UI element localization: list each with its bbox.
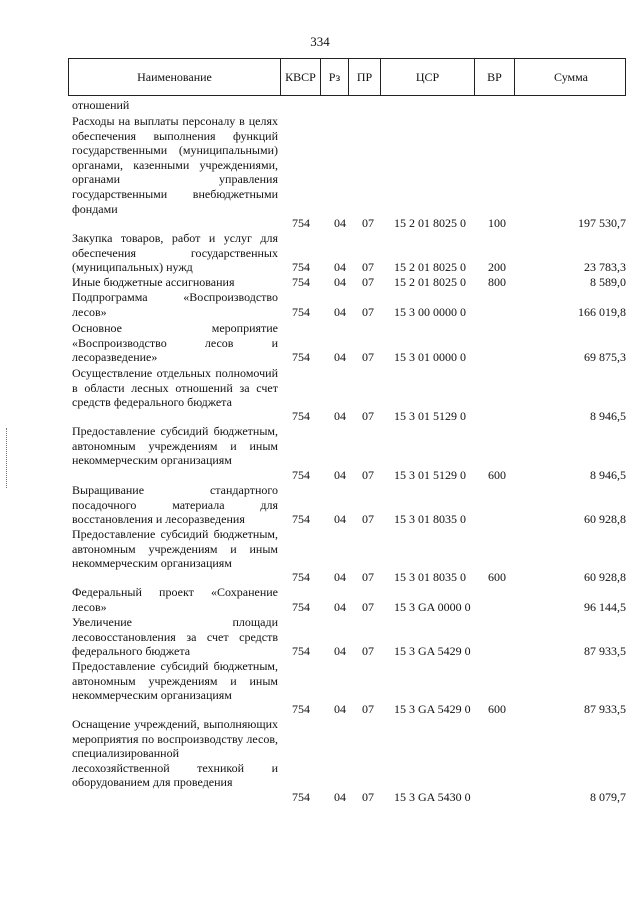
row-csr: 15 3 GA 5430 0 — [394, 790, 471, 805]
row-pr: 07 — [362, 350, 374, 365]
table-row — [68, 483, 626, 527]
table-row — [68, 231, 626, 275]
row-csr: 15 3 GA 5429 0 — [394, 702, 471, 717]
row-rz: 04 — [334, 216, 346, 231]
row-rz: 04 — [334, 305, 346, 320]
row-kvsr: 754 — [292, 350, 310, 365]
row-pr: 07 — [362, 260, 374, 275]
row-kvsr: 754 — [292, 790, 310, 805]
row-rz: 04 — [334, 350, 346, 365]
row-kvsr: 754 — [292, 644, 310, 659]
row-name: Увеличение площади лесовосстановления за счет средств федерального бюджета — [72, 615, 278, 659]
row-rz: 04 — [334, 260, 346, 275]
row-pr: 07 — [362, 512, 374, 527]
row-kvsr: 754 — [292, 275, 310, 290]
table-row — [68, 717, 626, 805]
table-header — [68, 58, 626, 96]
row-rz: 04 — [334, 409, 346, 424]
row-csr: 15 2 01 8025 0 — [394, 260, 466, 275]
row-csr: 15 3 GA 0000 0 — [394, 600, 471, 615]
row-name: Предоставление субсидий бюджетным, автономным учреждениям и иным некоммерческим организациям — [72, 659, 278, 703]
row-vr: 600 — [488, 570, 506, 585]
row-csr: 15 2 01 8025 0 — [394, 275, 466, 290]
table-row — [68, 114, 626, 231]
row-csr: 15 3 01 8035 0 — [394, 570, 466, 585]
row-kvsr: 754 — [292, 216, 310, 231]
row-sum: 87 933,5 — [584, 702, 626, 717]
row-csr: 15 3 01 0000 0 — [394, 350, 466, 365]
row-kvsr: 754 — [292, 570, 310, 585]
header-vr: ВР — [475, 59, 515, 95]
row-name: Осуществление отдельных полномочий в области лесных отношений за счет средств федерального бюджета — [72, 366, 278, 410]
row-name: Расходы на выплаты персоналу в целях обеспечения выполнения функций государственными (муниципальными) органами, казенными учреждениями, органами управления государственными внебюджетными фондами — [72, 114, 278, 216]
row-vr: 600 — [488, 702, 506, 717]
row-kvsr: 754 — [292, 702, 310, 717]
row-rz: 04 — [334, 790, 346, 805]
table-row — [68, 527, 626, 585]
table-row — [68, 659, 626, 717]
header-sum: Сумма — [554, 70, 588, 84]
row-csr: 15 3 01 5129 0 — [394, 468, 466, 483]
row-csr: 15 3 GA 5429 0 — [394, 644, 471, 659]
row-rz: 04 — [334, 512, 346, 527]
table-row — [68, 275, 626, 290]
row-csr: 15 2 01 8025 0 — [394, 216, 466, 231]
row-kvsr: 754 — [292, 600, 310, 615]
table-row — [68, 290, 626, 320]
row-pr: 07 — [362, 216, 374, 231]
row-rz: 04 — [334, 644, 346, 659]
row-sum: 87 933,5 — [584, 644, 626, 659]
row-pr: 07 — [362, 600, 374, 615]
row-rz: 04 — [334, 275, 346, 290]
row-csr: 15 3 01 5129 0 — [394, 409, 466, 424]
row-vr: 100 — [488, 216, 506, 231]
table-row — [68, 585, 626, 615]
row-rz: 04 — [334, 600, 346, 615]
row-kvsr: 754 — [292, 260, 310, 275]
page-number: 334 — [310, 34, 330, 49]
row-rz: 04 — [334, 468, 346, 483]
row-pr: 07 — [362, 409, 374, 424]
row-kvsr: 754 — [292, 305, 310, 320]
row-name: Предоставление субсидий бюджетным, автономным учреждениям и иным некоммерческим организациям — [72, 424, 278, 468]
row-rz: 04 — [334, 702, 346, 717]
row-name: Иные бюджетные ассигнования — [72, 275, 235, 289]
header-kvsr: КВСР — [281, 59, 321, 95]
table-row — [68, 424, 626, 483]
row-name: Подпрограмма «Воспроизводство лесов» — [72, 290, 278, 319]
row-sum: 8 946,5 — [590, 409, 626, 424]
row-vr: 600 — [488, 468, 506, 483]
row-pr: 07 — [362, 702, 374, 717]
row-kvsr: 754 — [292, 409, 310, 424]
row-csr: 15 3 00 0000 0 — [394, 305, 466, 320]
row-name: Федеральный проект «Сохранение лесов» — [72, 585, 278, 614]
row-pr: 07 — [362, 305, 374, 320]
row-sum: 96 144,5 — [584, 600, 626, 615]
row-sum: 8 946,5 — [590, 468, 626, 483]
table-row — [68, 366, 626, 424]
row-pr: 07 — [362, 644, 374, 659]
row-vr: 200 — [488, 260, 506, 275]
header-csr: ЦСР — [381, 59, 475, 95]
row-sum: 8 079,7 — [590, 790, 626, 805]
row-pr: 07 — [362, 570, 374, 585]
table-row — [68, 98, 626, 113]
row-sum: 197 530,7 — [578, 216, 626, 231]
row-sum: 60 928,8 — [584, 570, 626, 585]
row-name: Предоставление субсидий бюджетным, автономным учреждениям и иным некоммерческим организациям — [72, 527, 278, 571]
header-rz: Рз — [321, 59, 349, 95]
header-name: Наименование — [69, 59, 281, 95]
row-name: отношений — [72, 98, 130, 112]
row-pr: 07 — [362, 275, 374, 290]
row-pr: 07 — [362, 468, 374, 483]
row-sum: 60 928,8 — [584, 512, 626, 527]
row-csr: 15 3 01 8035 0 — [394, 512, 466, 527]
row-sum: 166 019,8 — [578, 305, 626, 320]
row-name: Основное мероприятие «Воспроизводство лесов и лесоразведение» — [72, 321, 278, 365]
row-name: Закупка товаров, работ и услуг для обеспечения государственных (муниципальных) нужд — [72, 231, 278, 275]
row-rz: 04 — [334, 570, 346, 585]
row-name: Оснащение учреждений, выполняющих мероприятия по воспроизводству лесов, специализированной лесохозяйственной техникой и оборудованием для проведения — [72, 717, 278, 790]
row-pr: 07 — [362, 790, 374, 805]
header-pr: ПР — [349, 59, 381, 95]
row-name: Выращивание стандартного посадочного материала для восстановления и лесоразведения — [72, 483, 278, 527]
table-row — [68, 615, 626, 659]
row-kvsr: 754 — [292, 512, 310, 527]
row-kvsr: 754 — [292, 468, 310, 483]
row-sum: 69 875,3 — [584, 350, 626, 365]
row-vr: 800 — [488, 275, 506, 290]
scan-margin-marks — [6, 428, 9, 488]
row-sum: 23 783,3 — [584, 260, 626, 275]
table-row — [68, 321, 626, 365]
row-sum: 8 589,0 — [590, 275, 626, 290]
